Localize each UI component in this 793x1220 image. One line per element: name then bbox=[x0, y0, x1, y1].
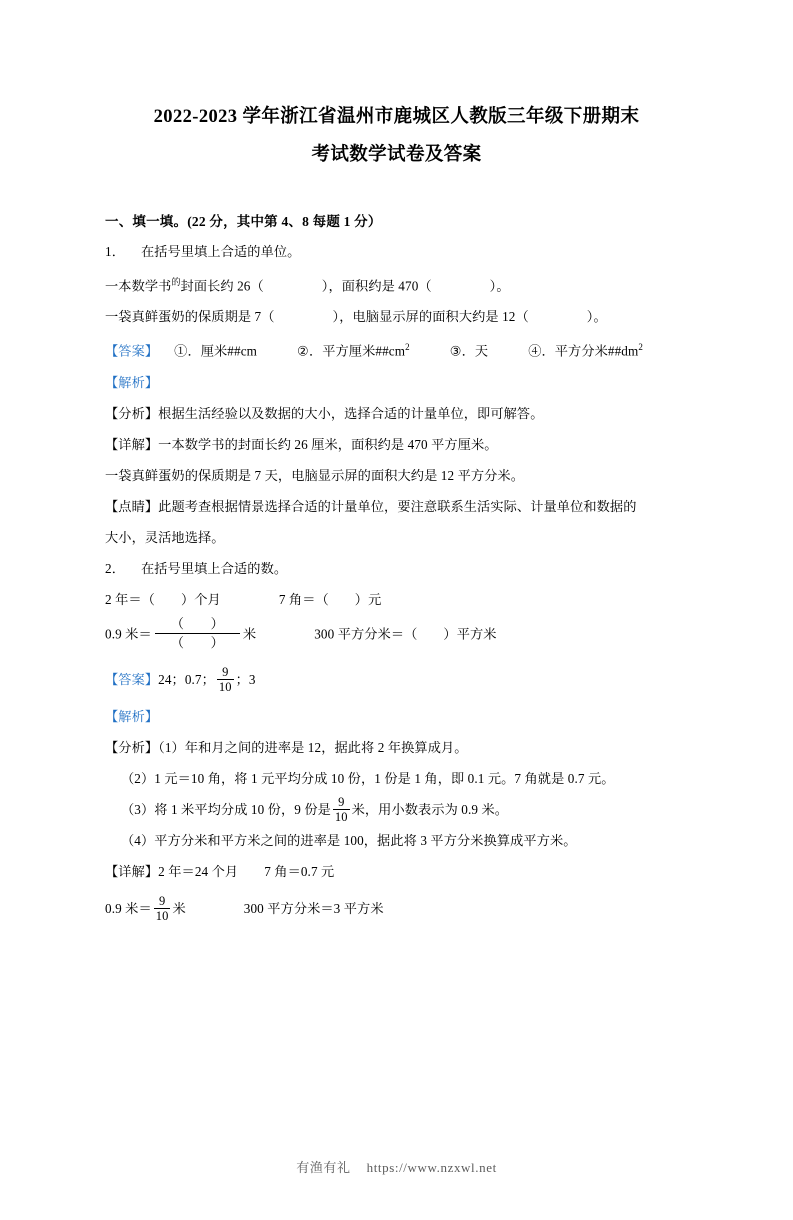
q2-answer-frac-den: 10 bbox=[218, 680, 232, 695]
q2-l2-c: 300 平方分米＝（ bbox=[314, 626, 418, 642]
q2-frac-den: （ ） bbox=[170, 634, 224, 650]
question-2-sub-2 bbox=[105, 763, 688, 794]
question-2-line-1 bbox=[105, 584, 688, 615]
fenxi-label: 【分析】 bbox=[105, 405, 159, 421]
question-2-sub-3 bbox=[105, 794, 688, 825]
fenxi-label-2: 【分析】 bbox=[105, 740, 159, 756]
dianjing-label: 【点睛】 bbox=[105, 498, 159, 514]
q2-sub-3-a: （3）将 1 米平均分成 10 份，9 份是 bbox=[121, 802, 331, 818]
q1-answer-2: ②．平方厘米##cm bbox=[297, 343, 406, 359]
q2-l1-d: ）元 bbox=[354, 591, 382, 607]
xiangjie-text: 一本数学书的封面长约 26 厘米，面积约是 470 平方厘米。 bbox=[158, 436, 498, 452]
question-1-dianjing-2 bbox=[105, 522, 688, 553]
question-1-stem bbox=[105, 236, 688, 267]
q2-last-fraction bbox=[154, 894, 171, 923]
q1-answer-4-sup: 2 bbox=[638, 342, 643, 353]
q2-sub-3-frac-num: 9 bbox=[333, 795, 350, 810]
xiangjie-label: 【详解】 bbox=[105, 436, 159, 452]
q2-last-a: 0.9 米＝ bbox=[105, 901, 152, 917]
q1-l2-c: ）。 bbox=[586, 309, 607, 325]
q2-last-c: 300 平方分米＝3 平方米 bbox=[243, 901, 384, 917]
title-line-1: 2022-2023 学年浙江省温州市鹿城区人教版三年级下册期末 bbox=[153, 107, 640, 127]
question-2-analysis-label bbox=[105, 701, 688, 732]
q2-l2-a: 0.9 米＝ bbox=[105, 626, 152, 642]
question-1-dianjing bbox=[105, 491, 688, 522]
analysis-label: 【解析】 bbox=[105, 374, 159, 390]
answer-label: 【答案】 bbox=[105, 343, 159, 359]
q1-answer-2-sup: 2 bbox=[405, 342, 410, 353]
question-2-answer bbox=[105, 664, 688, 695]
q1-l1-sup: 的 bbox=[171, 277, 181, 287]
question-2-number: 2． bbox=[105, 560, 125, 576]
question-2-line-2 bbox=[105, 615, 688, 652]
q2-frac-num: （ ） bbox=[155, 615, 240, 634]
question-1-stem-text: 在括号里填上合适的单位。 bbox=[140, 244, 301, 259]
q1-l1-c: ），面积约是 470（ bbox=[321, 278, 432, 294]
q2-last-b: 米 bbox=[172, 901, 186, 917]
q2-sub-4-text: （4）平方分米和平方米之间的进率是 100，据此将 3 平方分米换算成平方米。 bbox=[121, 833, 577, 849]
q2-xiangjie-a: 2 年＝24 个月 bbox=[158, 864, 239, 880]
title-line-2: 考试数学试卷及答案 bbox=[311, 145, 482, 165]
question-2-fenxi bbox=[105, 732, 688, 763]
dianjing-text-2: 大小，灵活地选择。 bbox=[105, 529, 225, 545]
q1-answer-1: ①．厘米##cm bbox=[174, 343, 258, 359]
q1-l2-a: 一袋真鲜蛋奶的保质期是 7（ bbox=[105, 309, 275, 325]
q2-l1-c: 7 角＝（ bbox=[278, 591, 329, 607]
answer-label-2: 【答案】 bbox=[105, 672, 159, 688]
footer-url: https://www.nzxwl.net bbox=[366, 1160, 497, 1175]
dianjing-text: 此题考查根据情景选择合适的计量单位，要注意联系生活实际、计量单位和数据的 bbox=[158, 498, 637, 514]
question-1-line-2 bbox=[105, 301, 688, 332]
question-1-line-1 bbox=[105, 267, 688, 301]
question-1-answer bbox=[105, 332, 688, 366]
q1-l2-b: ），电脑显示屏的面积大约是 12（ bbox=[332, 309, 529, 325]
q2-sub-2-text: （2）1 元＝10 角，将 1 元平均分成 10 份，1 份是 1 角，即 0.1 元。7 角就是 0.7 元。 bbox=[121, 771, 615, 787]
question-2-stem-text: 在括号里填上合适的数。 bbox=[140, 560, 288, 576]
q1-l1-a: 一本数学书 bbox=[105, 278, 172, 294]
question-1-analysis-label bbox=[105, 367, 688, 398]
question-1-number: 1． bbox=[105, 244, 125, 259]
section-heading: 一、填一填。(22 分，其中第 4、8 每题 1 分） bbox=[105, 214, 382, 229]
xiangjie-text-2: 一袋真鲜蛋奶的保质期是 7 天，电脑显示屏的面积大约是 12 平方分米。 bbox=[105, 467, 525, 483]
q2-l1-b: ）个月 bbox=[180, 591, 221, 607]
q2-sub-3-fraction bbox=[333, 795, 350, 824]
q1-l1-d: ）。 bbox=[489, 278, 510, 294]
question-1-xiangjie-2 bbox=[105, 460, 688, 491]
q2-l1-a: 2 年＝（ bbox=[105, 591, 155, 607]
question-1-xiangjie bbox=[105, 429, 688, 460]
q2-fraction-blank bbox=[155, 615, 240, 652]
q1-answer-4: ④．平方分米##dm bbox=[528, 343, 639, 359]
page-title bbox=[105, 98, 688, 174]
analysis-label-2: 【解析】 bbox=[105, 709, 159, 725]
question-1-fenxi bbox=[105, 398, 688, 429]
q2-last-frac-num: 9 bbox=[154, 894, 171, 909]
fenxi-text-2: （1）年和月之间的进率是 12，据此将 2 年换算成月。 bbox=[158, 740, 468, 756]
q2-sub-3-b: 米，用小数表示为 0.9 米。 bbox=[351, 802, 509, 818]
q2-answer-a: 24；0.7； bbox=[158, 672, 215, 688]
question-2-sub-4 bbox=[105, 825, 688, 856]
q1-l1-b: 封面长约 26（ bbox=[180, 278, 264, 294]
document-page bbox=[0, 98, 793, 1220]
q2-answer-frac-num: 9 bbox=[217, 665, 234, 680]
q2-xiangjie-b: 7 角＝0.7 元 bbox=[264, 864, 335, 880]
q2-answer-fraction bbox=[217, 665, 234, 694]
q2-l2-b: 米 bbox=[242, 626, 257, 642]
q1-answer-3: ③．天 bbox=[449, 343, 489, 359]
question-2-last-line bbox=[105, 893, 688, 924]
question-2-xiangjie bbox=[105, 856, 688, 887]
xiangjie-label-2: 【详解】 bbox=[105, 864, 159, 880]
question-2-stem bbox=[105, 553, 688, 584]
q2-l2-d: ）平方米 bbox=[443, 626, 497, 642]
q2-sub-3-frac-den: 10 bbox=[334, 810, 348, 825]
footer-brand: 有渔有礼 bbox=[296, 1160, 351, 1175]
fenxi-text: 根据生活经验以及数据的大小，选择合适的计量单位，即可解答。 bbox=[158, 405, 544, 421]
q2-last-frac-den: 10 bbox=[155, 909, 169, 924]
page-footer bbox=[0, 1157, 793, 1176]
q2-answer-b: ；3 bbox=[235, 672, 256, 688]
